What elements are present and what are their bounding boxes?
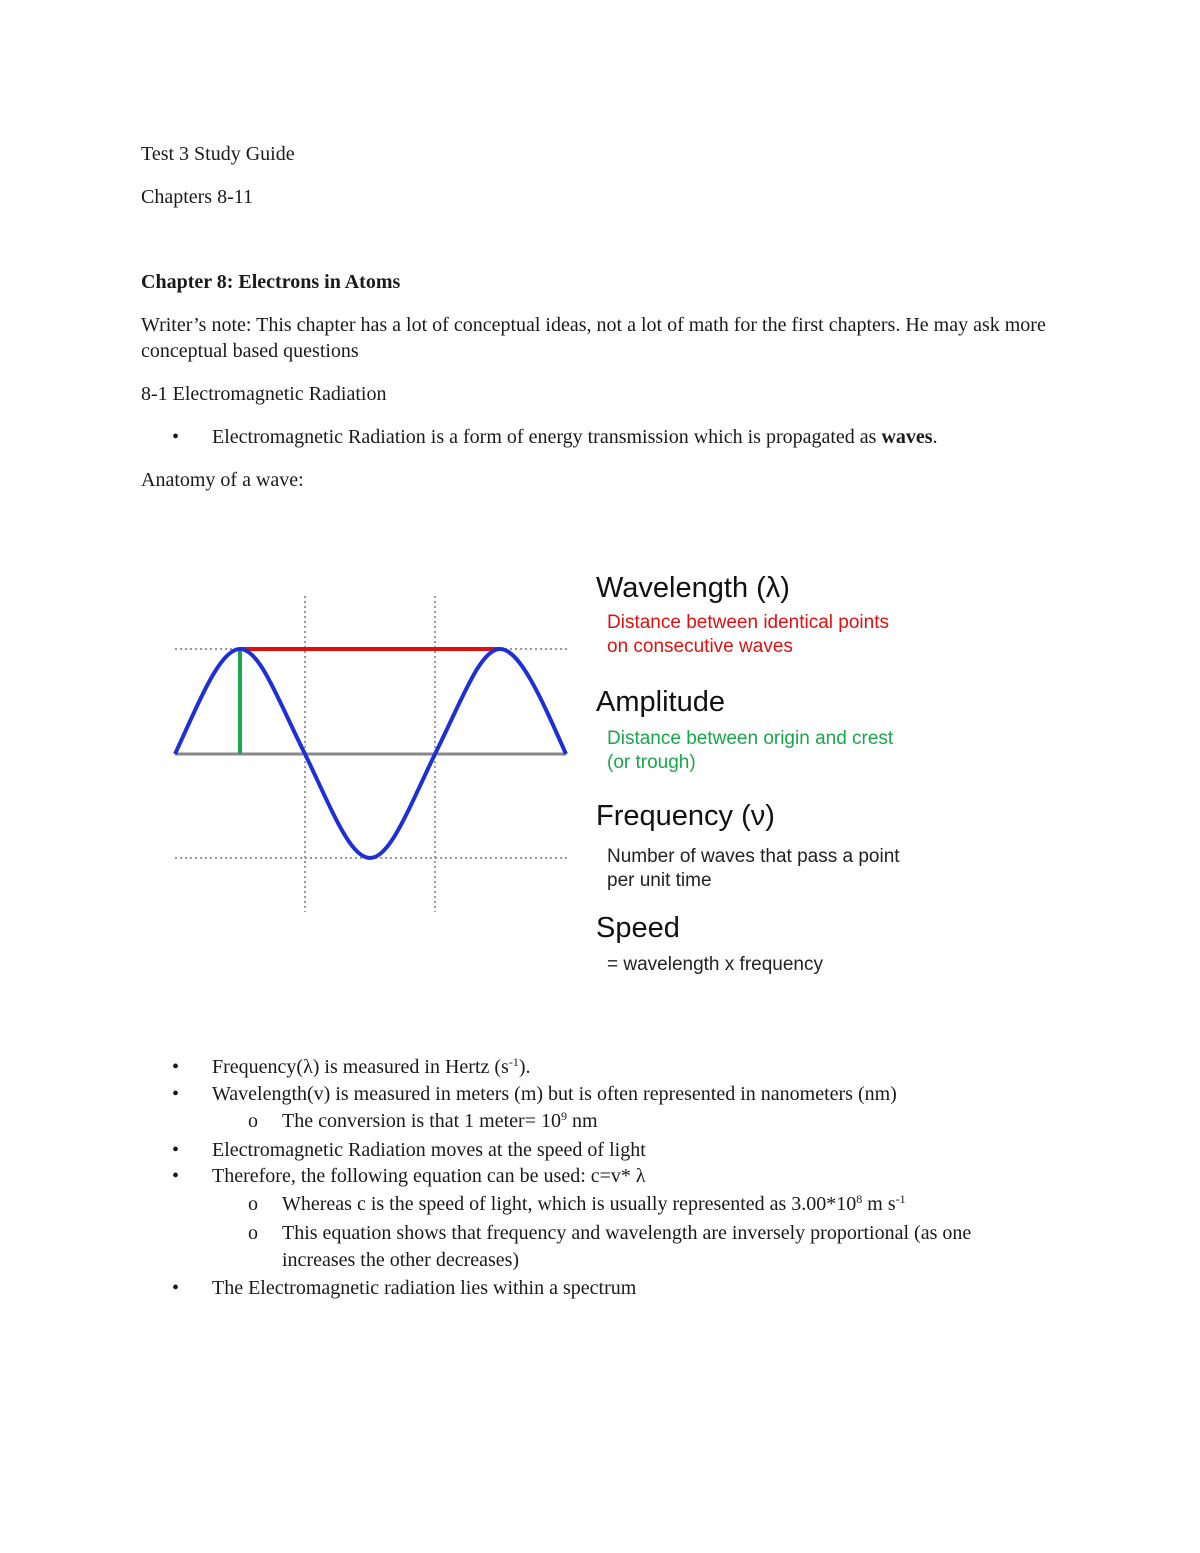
frequency-bullet bbox=[172, 1054, 531, 1081]
conversion-text: The conversion is that 1 meter= 10 bbox=[282, 1110, 561, 1132]
bullet-icon: • bbox=[172, 1083, 180, 1105]
sub-bullet-icon: o bbox=[248, 1222, 258, 1244]
inverse-proportion-subbullet bbox=[248, 1220, 1032, 1274]
speed-of-light-text: Electromagnetic Radiation moves at the speed of light bbox=[212, 1139, 646, 1161]
wavelength-title: Wavelength (λ) bbox=[596, 572, 790, 604]
writers-note: Writer’s note: This chapter has a lot of conceptual ideas, not a lot of math for the first chapters. He may ask more conceptual based questions bbox=[141, 314, 1046, 362]
intro-bullet-end: . bbox=[932, 426, 938, 448]
frequency-bullet-end: ). bbox=[518, 1056, 531, 1078]
intro-bullet bbox=[172, 424, 938, 451]
bullet-icon: • bbox=[172, 1139, 180, 1161]
bullet-icon: • bbox=[172, 426, 180, 448]
speed-constant-exponent: 8 bbox=[856, 1192, 863, 1206]
inverse-proportion-text: This equation shows that frequency and wavelength are inversely proportional (as one increases the other decreases) bbox=[282, 1222, 972, 1271]
amplitude-desc: Distance between origin and crest (or trough) bbox=[607, 728, 894, 773]
conversion-exponent: 9 bbox=[560, 1109, 567, 1123]
frequency-desc: Number of waves that pass a point per unit time bbox=[607, 846, 900, 891]
chapter-heading: Chapter 8: Electrons in Atoms bbox=[141, 271, 401, 293]
intro-bullet-text: Electromagnetic Radiation is a form of energy transmission which is propagated as bbox=[212, 426, 882, 448]
intro-bullet-bold: waves bbox=[881, 426, 933, 448]
chapters-range: Chapters 8-11 bbox=[141, 186, 254, 208]
wave-diagram bbox=[160, 560, 580, 920]
frequency-unit-exponent: -1 bbox=[508, 1055, 519, 1069]
bullet-icon: • bbox=[172, 1056, 180, 1078]
amplitude-title: Amplitude bbox=[596, 686, 725, 718]
speed-desc: = wavelength x frequency bbox=[607, 954, 823, 975]
section-heading: 8-1 Electromagnetic Radiation bbox=[141, 383, 387, 405]
conversion-unit: nm bbox=[566, 1110, 598, 1132]
spectrum-text: The Electromagnetic radiation lies within a spectrum bbox=[212, 1277, 637, 1299]
equation-bullet bbox=[172, 1163, 646, 1190]
bullet-icon: • bbox=[172, 1165, 180, 1187]
speed-constant-unit: m s bbox=[862, 1193, 896, 1215]
wave-anatomy-figure bbox=[160, 560, 900, 990]
conversion-subbullet bbox=[248, 1108, 598, 1135]
sub-bullet-icon: o bbox=[248, 1110, 258, 1132]
speed-of-light-bullet bbox=[172, 1137, 646, 1164]
frequency-title: Frequency (ν) bbox=[596, 800, 775, 832]
anatomy-label: Anatomy of a wave: bbox=[141, 469, 304, 491]
frequency-bullet-text: Frequency(λ) is measured in Hertz (s bbox=[212, 1056, 509, 1078]
sub-bullet-icon: o bbox=[248, 1193, 258, 1215]
doc-title: Test 3 Study Guide bbox=[141, 143, 295, 165]
speed-title: Speed bbox=[596, 912, 680, 944]
wavelength-bullet-text: Wavelength(v) is measured in meters (m) but is often represented in nanometers (nm) bbox=[212, 1083, 897, 1105]
equation-text: Therefore, the following equation can be used: c=v* λ bbox=[212, 1165, 646, 1187]
spectrum-bullet bbox=[172, 1275, 636, 1302]
speed-of-light-subbullet bbox=[248, 1191, 906, 1218]
speed-constant-text: Whereas c is the speed of light, which is usually represented as 3.00*10 bbox=[282, 1193, 857, 1215]
wavelength-bullet bbox=[172, 1081, 897, 1108]
bullet-icon: • bbox=[172, 1277, 180, 1299]
wavelength-desc: Distance between identical points on consecutive waves bbox=[607, 612, 890, 657]
speed-unit-exponent: -1 bbox=[895, 1192, 906, 1206]
